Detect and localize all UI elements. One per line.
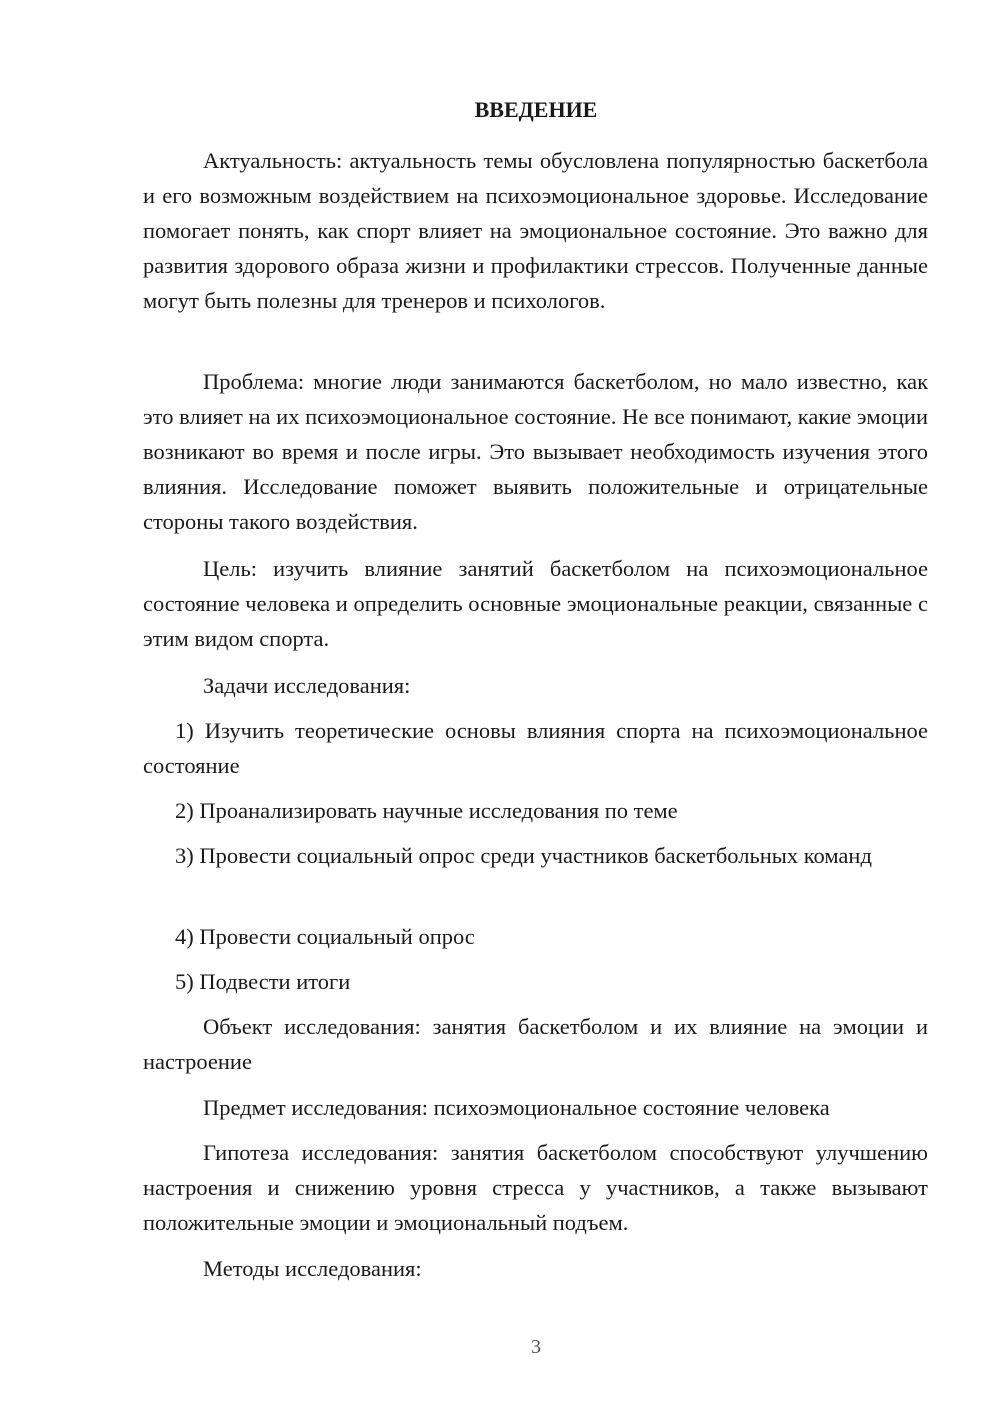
task-item-5: 5) Подвести итоги — [175, 969, 351, 994]
object-paragraph: Объект исследования: занятия баскетболом и их влияние на эмоции и настроение — [143, 1014, 928, 1074]
subject-paragraph: Предмет исследования: психоэмоциональное состояние человека — [203, 1095, 830, 1120]
task-item-4: 4) Провести социальный опрос — [175, 924, 475, 949]
task-item-1: 1) Изучить теоретические основы влияния спорта на психоэмоциональное состояние — [143, 718, 928, 778]
problem-paragraph: Проблема: многие люди занимаются баскетболом, но мало известно, как это влияет на их психоэмоциональное состояние. Не все понимают, какие эмоции возникают во время и после игры. Это вызывает необходимость изучения этого влияния. Исследование поможет выявить положительные и отрицательные стороны такого воздействия. — [143, 369, 928, 534]
task-item-2: 2) Проанализировать научные исследования по теме — [175, 798, 678, 823]
task-item-3: 3) Провести социальный опрос среди участников баскетбольных команд — [175, 843, 872, 868]
methods-heading: Методы исследования: — [203, 1256, 422, 1281]
goal-paragraph: Цель: изучить влияние занятий баскетболом на психоэмоциональное состояние человека и определить основные эмоциональные реакции, связанные с этим видом спорта. — [143, 556, 928, 651]
tasks-heading: Задачи исследования: — [203, 673, 411, 698]
relevance-paragraph: Актуальность: актуальность темы обусловлена популярностью баскетбола и его возможным воздействием на психоэмоциональное здоровье. Исследование помогает понять, как спорт влияет на эмоциональное состояние. Это важно для развития здорового образа жизни и профилактики стрессов. Полученные данные могут быть полезны для тренеров и психологов. — [143, 148, 928, 313]
page-title: ВВЕДЕНИЕ — [474, 97, 598, 122]
hypothesis-paragraph: Гипотеза исследования: занятия баскетболом способствуют улучшению настроения и снижению уровня стресса у участников, а также вызывают положительные эмоции и эмоциональный подъем. — [143, 1140, 928, 1235]
page-number: 3 — [531, 1336, 541, 1358]
